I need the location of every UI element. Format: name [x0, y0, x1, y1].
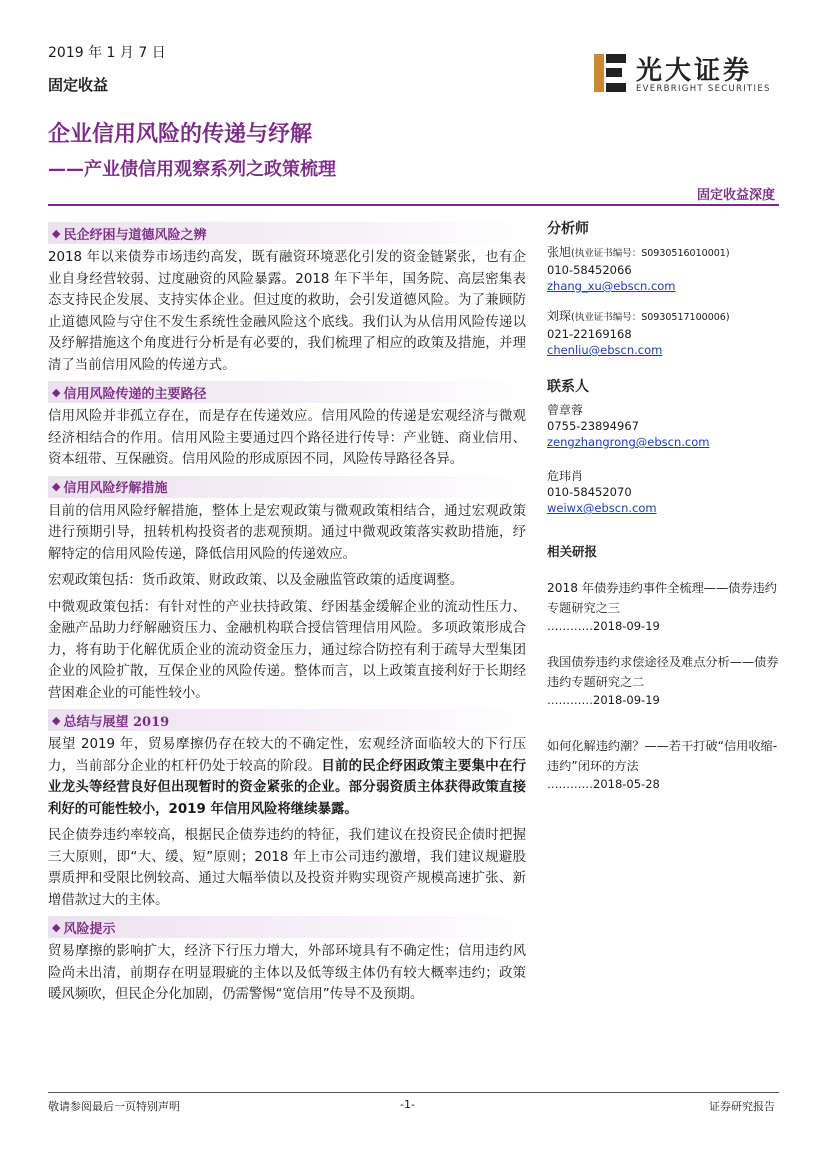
analyst-license: (执业证书编号：S0930516010001)	[571, 248, 730, 259]
analysts-heading: 分析师	[547, 221, 589, 237]
paragraph: 民企债券违约率较高，根据民企债券违约的特征，我们建议在投资民企债时把握三大原则，即“大、缓、短”原则；2018 年上市公司违约激增，我们建议规避股票质押和受限比例较高、通过大幅举债以及投资并购实现资产规模高速扩张、新增借款过大的主体。	[48, 828, 526, 908]
analyst-phone: 010-58452066	[547, 263, 632, 277]
related-report	[547, 736, 779, 792]
paragraph	[48, 734, 526, 820]
related-report-date: …………2018-05-28	[547, 777, 660, 791]
report-date: 2019 年 1 月 7 日	[48, 45, 166, 61]
contact-name: 曾章蓉	[547, 403, 584, 417]
paragraph: 2018 年以来债券市场违约高发，既有融资环境恶化引发的资金链紧张，也有企业自身经营较弱、过度融资的风险暴露。2018 年下半年，国务院、高层密集表态支持民企发展、支持实体企业。但过度的救助，会引发道德风险。为了兼顾防止道德风险与守住不发生系统性金融风险这个底线。我们认为从信用风险传递以及纾解措施这个角度进行分析是有必要的，我们梳理了相应的政策及措施，并理清了当前信用风险的传递方式。	[48, 250, 526, 373]
report-type-label: 固定收益深度	[696, 188, 775, 203]
contact-phone: 0755-23894967	[547, 419, 639, 433]
contacts-heading: 联系人	[547, 379, 589, 395]
logo-mark-icon	[592, 52, 628, 94]
contact-email-link[interactable]: weiwx@ebscn.com	[547, 501, 657, 515]
analyst-name: 张旭	[547, 245, 572, 259]
contact-phone: 010-58452070	[547, 485, 632, 499]
paragraph: 信用风险并非孤立存在，而是存在传递效应。信用风险的传递是宏观经济与微观经济相结合的作用。信用风险主要通过四个路径进行传导：产业链、商业信用、资本纽带、互保融资。信用风险的形成原因不同，风险传导路径各异。	[48, 409, 526, 467]
diamond-icon: ◆	[52, 920, 61, 934]
section-tag: 固定收益	[48, 76, 109, 94]
related-report	[547, 652, 779, 708]
section-3	[48, 476, 526, 705]
page-title: 企业信用风险的传递与纾解	[48, 122, 313, 147]
logo-text-cn: 光大证券	[636, 56, 753, 86]
logo-text-en: EVERBRIGHT SECURITIES	[636, 84, 771, 94]
diamond-icon: ◆	[52, 226, 61, 240]
analyst-license: (执业证书编号：S0930517100006)	[571, 312, 730, 323]
analyst-name: 刘琛	[547, 309, 572, 323]
diamond-icon: ◆	[52, 713, 61, 727]
analyst-email-link[interactable]: chenliu@ebscn.com	[547, 343, 663, 357]
section-heading: ◆ 信用风险纾解措施	[48, 476, 526, 498]
paragraph: 目前的信用风险纾解措施，整体上是宏观政策与微观政策相结合，通过宏观政策进行预期引导，扭转机构投资者的悲观预期。通过中微观政策落实救助措施，纾解特定的信用风险传递，降低信用风险的传递效应。	[48, 503, 526, 562]
contact-name: 危玮肖	[547, 469, 584, 483]
related-report-date: …………2018-09-19	[547, 619, 660, 633]
main-content	[48, 218, 526, 1011]
sidebar	[547, 218, 779, 810]
related-report-title[interactable]: 我国债券违约求偿途径及难点分析——债券违约专题研究之二	[547, 655, 779, 689]
paragraph-text: 展望 2019 年，贸易摩擦仍存在较大的不确定性，宏观经济面临较大的下行压力，当前部分企业的杠杆仍处于较高的阶段。	[48, 737, 526, 774]
section-4	[48, 709, 526, 911]
diamond-icon: ◆	[52, 480, 61, 493]
paragraph: 贸易摩擦的影响扩大，经济下行压力增大，外部环境具有不确定性；信用违约风险尚未出清，前期存在明显瑕疵的主体以及低等级主体仍有较大概率违约；政策暖风频吹，但民企分化加剧，仍需警惕“宽信用”传导不及预期。	[48, 944, 526, 1002]
company-logo	[592, 50, 782, 100]
contact-card	[547, 402, 779, 450]
related-report-title[interactable]: 如何化解违约潮？——若干打破“信用收缩-违约”闭环的方法	[547, 739, 778, 773]
analyst-card	[547, 308, 779, 358]
paragraph: 宏观政策包括：货币政策、财政政策、以及金融监管政策的适度调整。	[48, 573, 464, 588]
section-2	[48, 381, 526, 471]
page-subtitle: ——产业债信用观察系列之政策梳理	[48, 159, 336, 180]
section-heading: ◆ 总结与展望 2019	[48, 709, 526, 731]
section-1	[48, 222, 526, 376]
paragraph: 中微观政策包括：有针对性的产业扶持政策、纾困基金缓解企业的流动性压力、金融产品助力纾解融资压力、金融机构联合授信管理信用风险。多项政策形成合力，将有助于化解优质企业的流动资金压力，通过综合防控有利于疏导大型集团企业的风险扩散，互保企业的风险传递。整体而言，以上政策直接利好于长期经营困难企业的可能性较小。	[48, 599, 526, 701]
analyst-card	[547, 244, 779, 294]
header-divider	[48, 204, 779, 206]
footer-report-label: 证券研究报告	[709, 1100, 775, 1113]
paragraph-bold-text: 目前的民企纾困政策主要集中在行业龙头等经营良好但出现暂时的资金紧张的企业。部分弱资质主体获得政策直接利好的可能性较小，2019 年信用风险将继续暴露。	[48, 758, 527, 817]
footer-disclaimer: 敬请参阅最后一页特别声明	[48, 1100, 180, 1113]
section-5	[48, 916, 526, 1006]
analyst-phone: 021-22169168	[547, 327, 632, 341]
contact-email-link[interactable]: zengzhangrong@ebscn.com	[547, 435, 710, 449]
analyst-email-link[interactable]: zhang_xu@ebscn.com	[547, 279, 676, 293]
section-heading: ◆ 信用风险传递的主要路径	[48, 381, 526, 403]
page-number: -1-	[400, 1098, 415, 1111]
contact-card	[547, 468, 779, 516]
footer-divider	[48, 1092, 779, 1093]
section-heading: ◆ 民企纾困与道德风险之辨	[48, 222, 526, 244]
related-reports-heading: 相关研报	[547, 544, 598, 559]
related-report-date: …………2018-09-19	[547, 693, 660, 707]
section-heading: ◆ 风险提示	[48, 916, 526, 938]
related-report	[547, 578, 779, 634]
related-report-title[interactable]: 2018 年债券违约事件全梳理——债券违约专题研究之三	[547, 581, 777, 615]
diamond-icon: ◆	[52, 385, 61, 399]
